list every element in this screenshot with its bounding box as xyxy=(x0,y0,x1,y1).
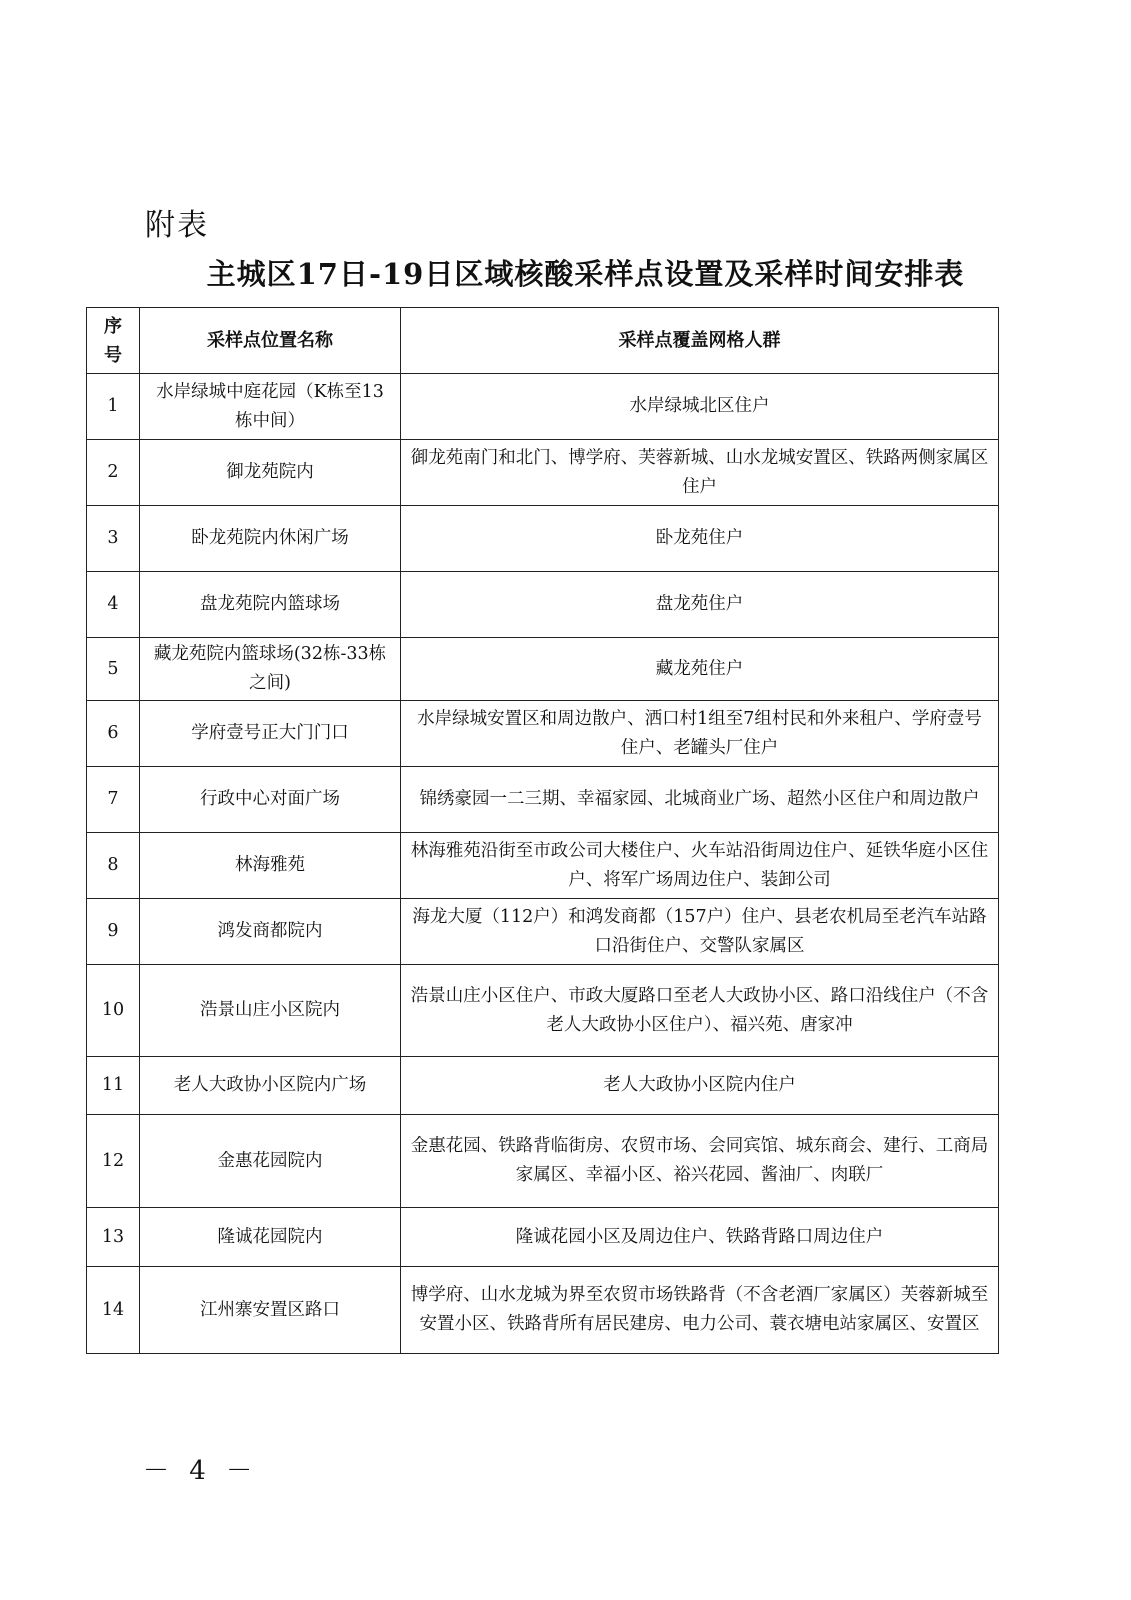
row-coverage: 水岸绿城北区住户 xyxy=(401,374,999,440)
row-coverage: 御龙苑南门和北门、博学府、芙蓉新城、山水龙城安置区、铁路两侧家属区住户 xyxy=(401,440,999,506)
row-site-name: 盘龙苑院内篮球场 xyxy=(140,572,401,638)
row-serial: 9 xyxy=(87,899,140,965)
appendix-label: 附表 xyxy=(145,208,209,243)
table-header-row xyxy=(87,308,999,374)
row-serial: 5 xyxy=(87,638,140,701)
row-serial: 7 xyxy=(87,767,140,833)
row-serial: 4 xyxy=(87,572,140,638)
table-row xyxy=(87,1057,999,1115)
row-coverage: 博学府、山水龙城为界至农贸市场铁路背（不含老酒厂家属区）芙蓉新城至安置小区、铁路背所有居民建房、电力公司、蓑衣塘电站家属区、安置区 xyxy=(401,1267,999,1354)
page-number: － 4 － xyxy=(143,1456,259,1486)
row-site-name: 老人大政协小区院内广场 xyxy=(140,1057,401,1115)
table-row xyxy=(87,1208,999,1267)
row-site-name: 藏龙苑院内篮球场(32栋-33栋之间) xyxy=(140,638,401,701)
row-site-name: 隆诚花园院内 xyxy=(140,1208,401,1267)
row-coverage: 海龙大厦（112户）和鸿发商都（157户）住户、县老农机局至老汽车站路口沿街住户、交警队家属区 xyxy=(401,899,999,965)
row-site-name: 金惠花园院内 xyxy=(140,1115,401,1208)
row-site-name: 御龙苑院内 xyxy=(140,440,401,506)
row-site-name: 鸿发商都院内 xyxy=(140,899,401,965)
table-row xyxy=(87,1115,999,1208)
row-site-name: 行政中心对面广场 xyxy=(140,767,401,833)
table-row xyxy=(87,374,999,440)
row-serial: 6 xyxy=(87,701,140,767)
table-row xyxy=(87,638,999,701)
row-coverage: 卧龙苑住户 xyxy=(401,506,999,572)
row-serial: 8 xyxy=(87,833,140,899)
document-title: 主城区17日-19日区域核酸采样点设置及采样时间安排表 xyxy=(206,257,965,291)
row-coverage: 盘龙苑住户 xyxy=(401,572,999,638)
header-coverage: 采样点覆盖网格人群 xyxy=(401,308,999,374)
table-row xyxy=(87,899,999,965)
row-serial: 10 xyxy=(87,965,140,1057)
table-row xyxy=(87,506,999,572)
row-serial: 1 xyxy=(87,374,140,440)
row-site-name: 学府壹号正大门门口 xyxy=(140,701,401,767)
table-row xyxy=(87,1267,999,1354)
row-coverage: 水岸绿城安置区和周边散户、洒口村1组至7组村民和外来租户、学府壹号住户、老罐头厂住户 xyxy=(401,701,999,767)
row-serial: 11 xyxy=(87,1057,140,1115)
table-row xyxy=(87,965,999,1057)
table-row xyxy=(87,833,999,899)
table-row xyxy=(87,572,999,638)
row-coverage: 林海雅苑沿街至市政公司大楼住户、火车站沿街周边住户、延铁华庭小区住户、将军广场周边住户、装卸公司 xyxy=(401,833,999,899)
row-serial: 2 xyxy=(87,440,140,506)
row-serial: 13 xyxy=(87,1208,140,1267)
table-row xyxy=(87,701,999,767)
row-serial: 3 xyxy=(87,506,140,572)
row-site-name: 林海雅苑 xyxy=(140,833,401,899)
header-serial: 序号 xyxy=(87,308,140,374)
row-serial: 14 xyxy=(87,1267,140,1354)
row-coverage: 老人大政协小区院内住户 xyxy=(401,1057,999,1115)
header-site: 采样点位置名称 xyxy=(140,308,401,374)
row-site-name: 水岸绿城中庭花园（K栋至13栋中间） xyxy=(140,374,401,440)
row-serial: 12 xyxy=(87,1115,140,1208)
row-coverage: 金惠花园、铁路背临街房、农贸市场、会同宾馆、城东商会、建行、工商局家属区、幸福小区、裕兴花园、酱油厂、肉联厂 xyxy=(401,1115,999,1208)
row-site-name: 江州寨安置区路口 xyxy=(140,1267,401,1354)
row-coverage: 浩景山庄小区住户、市政大厦路口至老人大政协小区、路口沿线住户（不含老人大政协小区住户）、福兴苑、唐家冲 xyxy=(401,965,999,1057)
table-row xyxy=(87,440,999,506)
table-row xyxy=(87,767,999,833)
row-coverage: 锦绣豪园一二三期、幸福家园、北城商业广场、超然小区住户和周边散户 xyxy=(401,767,999,833)
sampling-schedule-table xyxy=(86,307,999,1354)
row-site-name: 浩景山庄小区院内 xyxy=(140,965,401,1057)
row-coverage: 藏龙苑住户 xyxy=(401,638,999,701)
row-site-name: 卧龙苑院内休闲广场 xyxy=(140,506,401,572)
row-coverage: 隆诚花园小区及周边住户、铁路背路口周边住户 xyxy=(401,1208,999,1267)
